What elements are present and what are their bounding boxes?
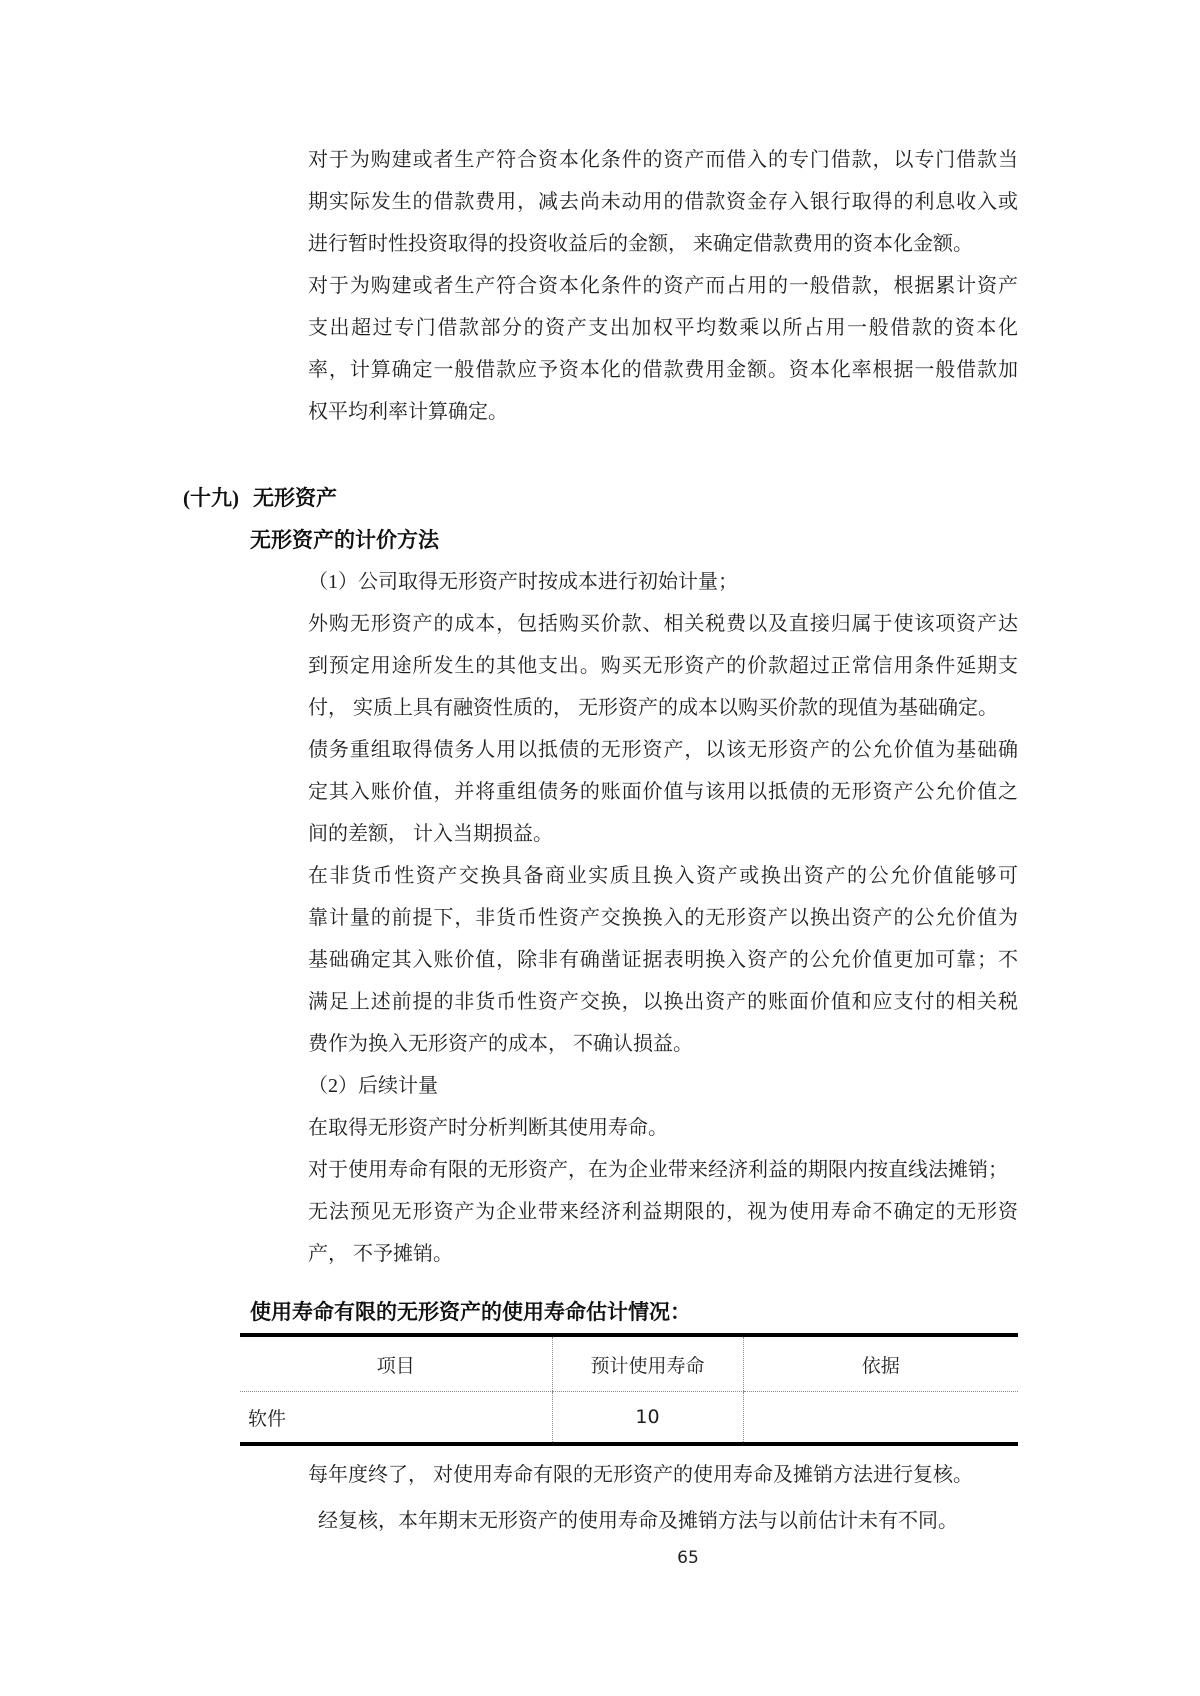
text-line: 付， 实质上具有融资性质的， 无形资产的成本以购买价款的现值为基础确定。 (308, 697, 998, 719)
text-line: 到预定用途所发生的其他支出。购买无形资产的价款超过正常信用条件延期支 (308, 655, 1018, 677)
paragraph-borrowing-costs (308, 139, 1018, 433)
text-line: 间的差额， 计入当期损益。 (308, 823, 553, 845)
section-number: (十九) (183, 486, 239, 510)
header-basis: 依据 (743, 1335, 1018, 1392)
text-line: 经复核，本年期末无形资产的使用寿命及摊销方法与以前估计未有不同。 (318, 1510, 958, 1532)
text-line: 债务重组取得债务人用以抵债的无形资产，以该无形资产的公允价值为基础确 (308, 739, 1018, 761)
section-heading (183, 477, 1200, 519)
cell-useful-life: 10 (552, 1392, 743, 1445)
header-useful-life: 预计使用寿命 (552, 1335, 743, 1392)
text-line: 期实际发生的借款费用，减去尚未动用的借款资金存入银行取得的利息收入或 (308, 191, 1018, 213)
page-number: 65 (677, 1548, 699, 1568)
text-line: 产， 不予摊销。 (308, 1243, 453, 1265)
table-header-row (240, 1335, 1018, 1392)
cell-item: 软件 (248, 1408, 287, 1430)
header-item: 项目 (240, 1335, 552, 1392)
text-line: 费作为换入无形资产的成本， 不确认损益。 (308, 1033, 693, 1055)
text-line: 无法预见无形资产为企业带来经济利益期限的，视为使用寿命不确定的无形资 (308, 1201, 1018, 1223)
text-line: 率，计算确定一般借款应予资本化的借款费用金额。资本化率根据一般借款加 (308, 359, 1018, 381)
text-line: 每年度终了， 对使用寿命有限的无形资产的使用寿命及摊销方法进行复核。 (308, 1464, 973, 1486)
cell-basis (743, 1392, 1018, 1445)
useful-life-table (240, 1333, 1018, 1446)
text-line: 定其入账价值，并将重组债务的账面价值与该用以抵债的无形资产公允价值之 (308, 781, 1018, 803)
text-line: 靠计量的前提下，非货币性资产交换换入的无形资产以换出资产的公允价值为 (308, 907, 1018, 929)
text-line: 对于为购建或者生产符合资本化条件的资产而占用的一般借款，根据累计资产 (308, 275, 1018, 297)
text-line: 满足上述前提的非货币性资产交换，以换出资产的账面价值和应支付的相关税 (308, 991, 1018, 1013)
text-line: 权平均利率计算确定。 (308, 401, 508, 423)
method-subheading: 无形资产的计价方法 (250, 528, 439, 552)
paragraph-review (308, 1452, 1020, 1544)
text-line: 在非货币性资产交换具备商业实质且换入资产或换出资产的公允价值能够可 (308, 865, 1018, 887)
text-line: （1）公司取得无形资产时按成本进行初始计量； (308, 571, 738, 593)
text-line: （2）后续计量 (308, 1075, 438, 1097)
text-line: 在取得无形资产时分析判断其使用寿命。 (308, 1117, 668, 1139)
section-title: 无形资产 (253, 486, 337, 510)
text-line: 支出超过专门借款部分的资产支出加权平均数乘以所占用一般借款的资本化 (308, 317, 1018, 339)
paragraph-intangible-assets (308, 561, 1018, 1275)
text-line: 外购无形资产的成本，包括购买价款、相关税费以及直接归属于使该项资产达 (308, 613, 1018, 635)
table-caption: 使用寿命有限的无形资产的使用寿命估计情况： (250, 1300, 691, 1324)
table-row (240, 1392, 1018, 1445)
text-line: 基础确定其入账价值，除非有确凿证据表明换入资产的公允价值更加可靠；不 (308, 949, 1018, 971)
text-line: 进行暂时性投资取得的投资收益后的金额， 来确定借款费用的资本化金额。 (308, 233, 973, 255)
text-line: 对于使用寿命有限的无形资产，在为企业带来经济利益的期限内按直线法摊销； (308, 1159, 1008, 1181)
text-line: 对于为购建或者生产符合资本化条件的资产而借入的专门借款，以专门借款当 (308, 149, 1018, 171)
